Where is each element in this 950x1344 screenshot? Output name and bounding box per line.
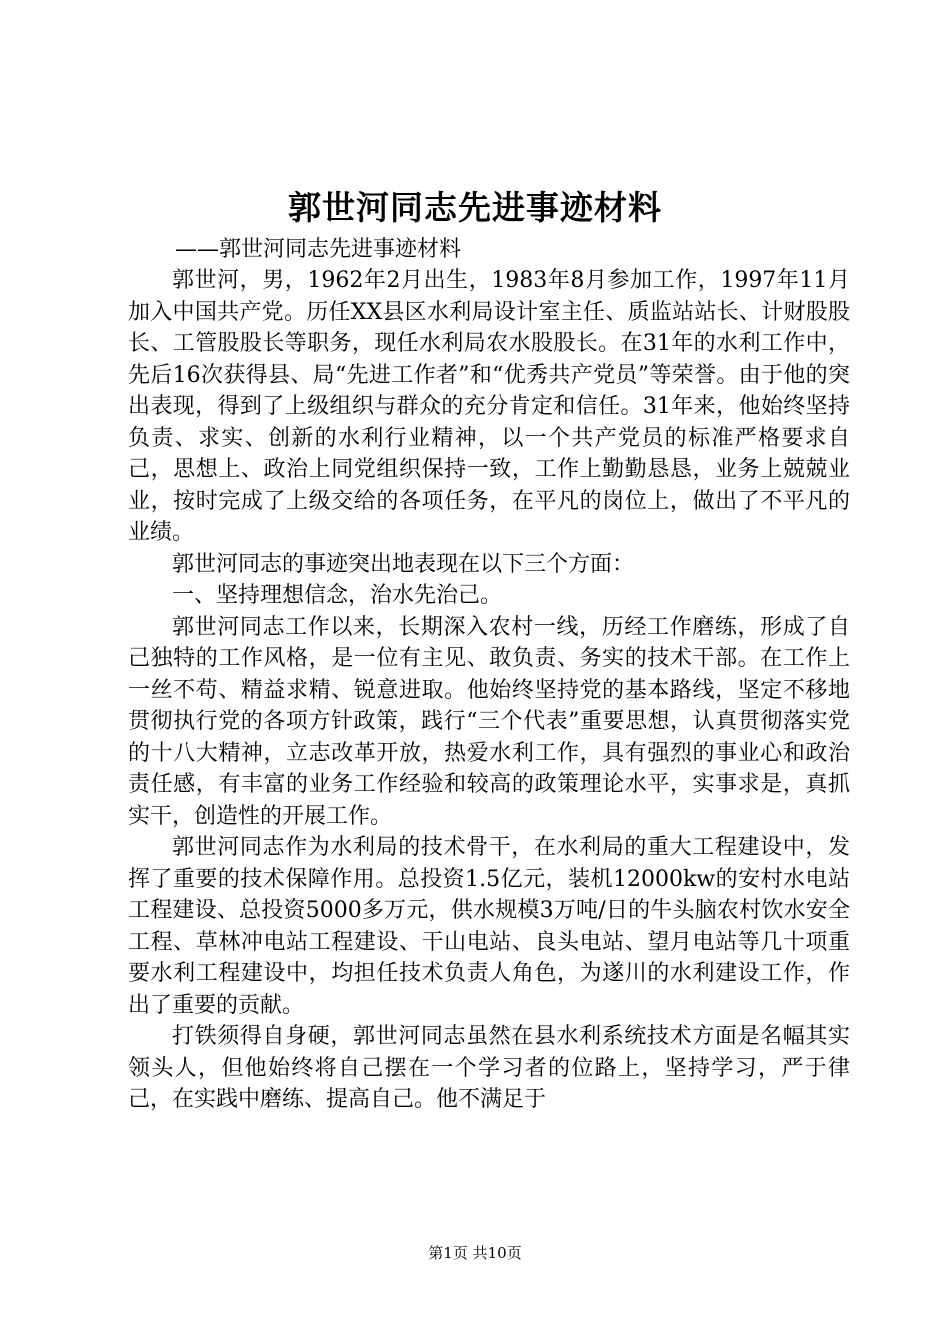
body-paragraph: 郭世河同志的事迹突出地表现在以下三个方面： <box>172 551 635 577</box>
document-body <box>128 265 850 1116</box>
document-title: 郭世河同志先进事迹材料 <box>288 188 662 227</box>
body-paragraph: 郭世河同志作为水利局的技术骨干，在水利局的重大工程建设中，发挥了重要的技术保障作用。总投资1.5亿元，装机12000kw的安村水电站工程建设、总投资5000多万元，供水规模3万吨/日的牛头脑农村饮水安全工程、草林冲电站工程建设、干山电站、良头电站、望月电站等几十项重要水利工程建设中，均担任技术负责人角色，为遂川的水利建设工作，作出了重要的贡献。 <box>128 835 850 1018</box>
body-paragraph: 打铁须得自身硬，郭世河同志虽然在县水利系统技术方面是名幅其实领头人，但他始终将自己摆在一个学习者的位路上，坚持学习，严于律己，在实践中磨练、提高自己。他不满足于 <box>128 1024 850 1112</box>
section-heading: 一、坚持理想信念，治水先治己。 <box>172 583 503 608</box>
document-subtitle: ——郭世河同志先进事迹材料 <box>175 237 462 262</box>
body-paragraph: 郭世河同志工作以来，长期深入农村一线，历经工作磨练，形成了自己独特的工作风格，是一位有主见、敢负责、务实的技术干部。在工作上一丝不苟、精益求精、锐意进取。他始终坚持党的基本路线，坚定不移地贯彻执行党的各项方针政策，践行“三个代表”重要思想，认真贯彻落实党的十八大精神，立志改革开放，热爱水利工作，具有强烈的事业心和政治责任感，有丰富的业务工作经验和较高的政策理论水平，实事求是，真抓实干，创造性的开展工作。 <box>128 614 850 829</box>
body-paragraph: 郭世河，男，1962年2月出生，1983年8月参加工作，1997年11月加入中国共产党。历任XX县区水利局设计室主任、质监站站长、计财股股长、工管股股长等职务，现任水利局农水股股长。在31年的水利工作中，先后16次获得县、局“先进工作者”和“优秀共产党员”等荣誉。由于他的突出表现，得到了上级组织与群众的充分肯定和信任。31年来，他始终坚持负责、求实、创新的水利行业精神，以一个共产党员的标准严格要求自己，思想上、政治上同党组织保持一致，工作上勤勤恳恳，业务上兢兢业业，按时完成了上级交给的各项任务，在平凡的岗位上，做出了不平凡的业绩。 <box>128 268 850 545</box>
page-number-footer: 第1页 共10页 <box>428 1244 522 1262</box>
